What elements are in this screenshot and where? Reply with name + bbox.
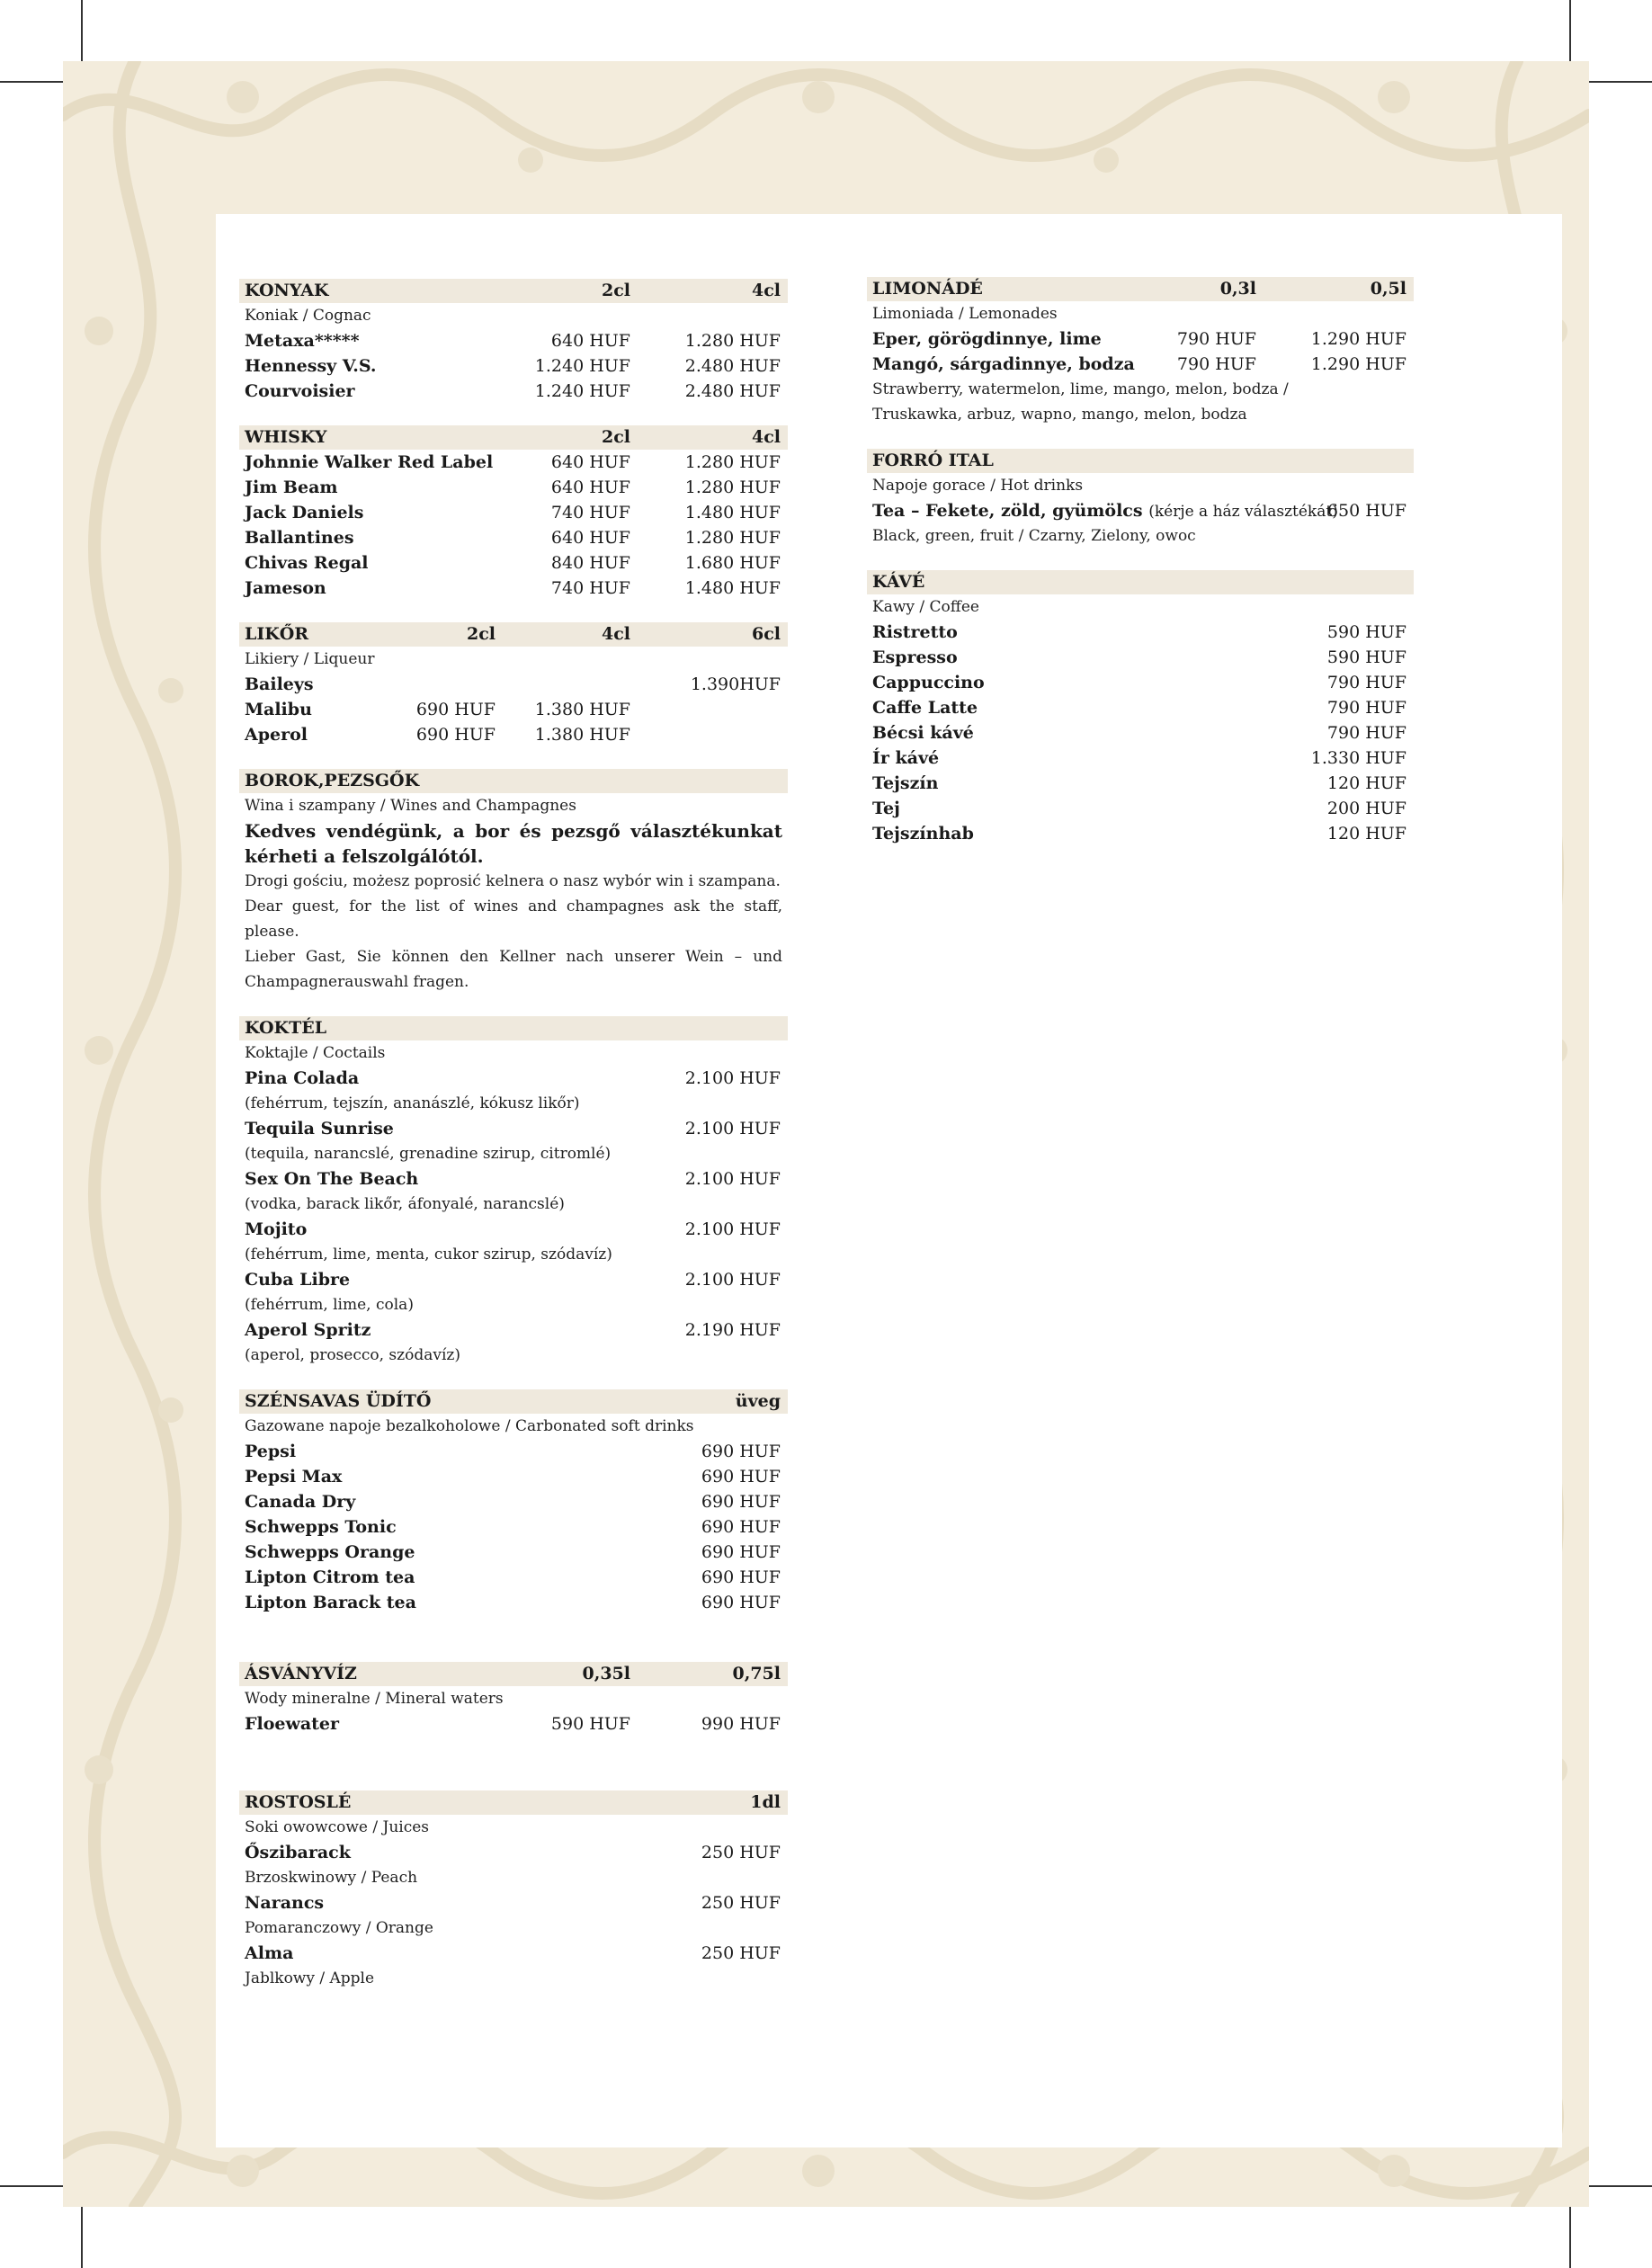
item-ingredients: (vodka, barack likőr, áfonyalé, narancslé): [245, 1195, 565, 1213]
section-header: [239, 279, 788, 303]
item-hint: (kérje a ház választékát): [1148, 503, 1338, 521]
column-head: 0,5l: [1370, 279, 1406, 299]
section-header: [867, 277, 1414, 301]
column-head: 6cl: [751, 624, 781, 644]
section-title: SZÉNSAVAS ÜDÍTŐ: [245, 1391, 432, 1411]
list-item: Aperol 690 HUF 1.380 HUF: [245, 725, 630, 745]
kave-section: [867, 570, 1414, 846]
list-item: Ristretto 590 HUF: [872, 622, 1406, 642]
section-title: KOKTÉL: [245, 1018, 327, 1038]
section-title: WHISKY: [245, 427, 327, 447]
konyak-section: [239, 279, 788, 404]
column-head: 2cl: [601, 281, 630, 300]
list-item: Hennessy V.S. 1.240 HUF 2.480 HUF: [245, 356, 781, 376]
crop-mark: [1584, 2185, 1652, 2187]
item-ingredients: (aperol, prosecco, szódavíz): [245, 1346, 460, 1364]
item-translation: Strawberry, watermelon, lime, mango, melon, bodza /: [872, 380, 1289, 398]
section-header: [239, 622, 788, 647]
list-item: Tej 200 HUF: [872, 799, 1406, 818]
list-item: Őszibarack 250 HUF: [245, 1843, 781, 1862]
list-item: Mojito 2.100 HUF: [245, 1219, 781, 1239]
list-item: Ballantines 640 HUF 1.280 HUF: [245, 528, 781, 548]
section-header: [239, 425, 788, 450]
section-header: [239, 1016, 788, 1040]
item-ingredients: (fehérrum, lime, menta, cukor szirup, szódavíz): [245, 1246, 612, 1263]
list-item: Courvoisier 1.240 HUF 2.480 HUF: [245, 381, 781, 401]
section-header: [867, 449, 1414, 473]
section-subtitle: Kawy / Coffee: [872, 598, 979, 616]
list-item: Eper, görögdinnye, lime 790 HUF 1.290 HUF: [872, 329, 1406, 349]
list-item: Narancs 250 HUF: [245, 1893, 781, 1913]
section-subtitle: Limoniada / Lemonades: [872, 305, 1058, 323]
section-title: LIMONÁDÉ: [872, 279, 983, 299]
item-price: 650 HUF: [1326, 501, 1406, 521]
list-item: Tejszín 120 HUF: [872, 773, 1406, 793]
list-item: Schwepps Orange 690 HUF: [245, 1542, 781, 1562]
list-item: Caffe Latte 790 HUF: [872, 698, 1406, 718]
list-item: Sex On The Beach 2.100 HUF: [245, 1169, 781, 1189]
item-translation: Brzoskwinowy / Peach: [245, 1869, 418, 1887]
section-title: KÁVÉ: [872, 572, 925, 592]
list-item: Espresso 590 HUF: [872, 647, 1406, 667]
list-item: Jameson 740 HUF 1.480 HUF: [245, 578, 781, 598]
rostosle-section: [239, 1790, 788, 1991]
list-item: Mangó, sárgadinnye, bodza 790 HUF 1.290 HUF: [872, 354, 1406, 374]
crop-mark: [81, 0, 83, 68]
wine-notice-pl: Drogi gościu, możesz poprosić kelnera o nasz wybór win i szampana.: [245, 872, 781, 890]
section-header: [239, 1662, 788, 1686]
section-subtitle: Gazowane napoje bezalkoholowe / Carbonated soft drinks: [245, 1417, 694, 1435]
list-item: Canada Dry 690 HUF: [245, 1492, 781, 1512]
item-ingredients: (fehérrum, lime, cola): [245, 1296, 414, 1314]
forro-ital-section: [867, 449, 1414, 549]
item-ingredients: (fehérrum, tejszín, ananászlé, kókusz likőr): [245, 1094, 580, 1112]
list-item: Ír kávé 1.330 HUF: [872, 748, 1406, 768]
list-item: Cappuccino 790 HUF: [872, 673, 1406, 692]
column-head: 0,35l: [582, 1664, 630, 1683]
section-subtitle: Likiery / Liqueur: [245, 650, 375, 668]
list-item: Metaxa***** 640 HUF 1.280 HUF: [245, 331, 781, 351]
column-head: 2cl: [466, 624, 496, 644]
left-column: [239, 279, 788, 2013]
section-title: ÁSVÁNYVÍZ: [245, 1664, 357, 1683]
item-name: Tea – Fekete, zöld, gyümölcs: [872, 501, 1143, 521]
column-head: üveg: [735, 1391, 781, 1411]
section-subtitle: Wody mineralne / Mineral waters: [245, 1690, 504, 1708]
list-item: Lipton Citrom tea 690 HUF: [245, 1567, 781, 1587]
list-item: Bécsi kávé 790 HUF: [872, 723, 1406, 743]
list-item: Floewater 590 HUF 990 HUF: [245, 1714, 781, 1734]
borok-section: [239, 769, 788, 995]
list-item: Tejszínhab 120 HUF: [872, 824, 1406, 844]
column-head: 1dl: [750, 1792, 781, 1812]
list-item: Baileys 1.390HUF: [245, 674, 781, 694]
list-item: Cuba Libre 2.100 HUF: [245, 1270, 781, 1290]
section-header: [239, 1389, 788, 1414]
section-title: ROSTOSLÉ: [245, 1792, 352, 1812]
list-item: Pina Colada 2.100 HUF: [245, 1068, 781, 1088]
wine-notice-hu: Kedves vendégünk, a bor és pezsgő választékunkat kérheti a felszolgálótól.: [245, 820, 782, 867]
list-item: Tequila Sunrise 2.100 HUF: [245, 1119, 781, 1138]
list-item: Chivas Regal 840 HUF 1.680 HUF: [245, 553, 781, 573]
list-item: Malibu 690 HUF 1.380 HUF: [245, 700, 630, 719]
list-item: Johnnie Walker Red Label 640 HUF 1.280 HUF: [245, 452, 781, 472]
wine-notice-de: Lieber Gast, Sie können den Kellner nach unserer Wein – und Champagnerauswahl fragen.: [245, 948, 782, 991]
crop-mark: [1584, 81, 1652, 83]
column-head: 2cl: [601, 427, 630, 447]
section-subtitle: Koktajle / Coctails: [245, 1044, 386, 1062]
section-subtitle: Napoje gorace / Hot drinks: [872, 477, 1084, 495]
list-item: Pepsi 690 HUF: [245, 1442, 781, 1461]
item-translation: Black, green, fruit / Czarny, Zielony, owoc: [872, 527, 1196, 545]
wine-notice-en: Dear guest, for the list of wines and champagnes ask the staff, please.: [245, 897, 782, 941]
asvanyviz-section: [239, 1662, 788, 1737]
section-title: KONYAK: [245, 281, 329, 300]
section-subtitle: Koniak / Cognac: [245, 307, 371, 325]
item-ingredients: (tequila, narancslé, grenadine szirup, citromlé): [245, 1145, 612, 1163]
section-header: [239, 769, 788, 793]
crop-mark: [0, 81, 68, 83]
list-item: Jack Daniels 740 HUF 1.480 HUF: [245, 503, 781, 522]
section-subtitle: Wina i szampany / Wines and Champagnes: [245, 797, 576, 815]
crop-mark: [1569, 2200, 1571, 2268]
section-subtitle: Soki owowcowe / Juices: [245, 1818, 430, 1836]
likor-section: [239, 622, 788, 747]
item-translation: Truskawka, arbuz, wapno, mango, melon, bodza: [872, 406, 1247, 424]
list-item: Alma 250 HUF: [245, 1943, 781, 1963]
column-head: 0,75l: [732, 1664, 781, 1683]
section-title: LIKŐR: [245, 624, 309, 644]
section-header: [239, 1790, 788, 1815]
list-item: Lipton Barack tea 690 HUF: [245, 1593, 781, 1612]
list-item: Jim Beam 640 HUF 1.280 HUF: [245, 478, 781, 497]
section-title: BOROK,PEZSGŐK: [245, 771, 420, 790]
whisky-section: [239, 425, 788, 601]
limonade-section: [867, 277, 1414, 427]
section-title: FORRÓ ITAL: [872, 451, 994, 470]
item-translation: Pomaranczowy / Orange: [245, 1919, 433, 1937]
list-item: Aperol Spritz 2.190 HUF: [245, 1320, 781, 1340]
list-item: [867, 498, 1414, 523]
column-head: 4cl: [751, 427, 781, 447]
szensavas-section: [239, 1389, 788, 1615]
list-item: Pepsi Max 690 HUF: [245, 1467, 781, 1487]
column-head: 4cl: [751, 281, 781, 300]
section-header: [867, 570, 1414, 594]
crop-mark: [81, 2200, 83, 2268]
right-column: [867, 277, 1414, 868]
column-head: 0,3l: [1219, 279, 1256, 299]
crop-mark: [1569, 0, 1571, 68]
list-item: Schwepps Tonic 690 HUF: [245, 1517, 781, 1537]
crop-mark: [0, 2185, 68, 2187]
column-head: 4cl: [601, 624, 630, 644]
item-translation: Jablkowy / Apple: [245, 1969, 375, 1987]
koktel-section: [239, 1016, 788, 1368]
